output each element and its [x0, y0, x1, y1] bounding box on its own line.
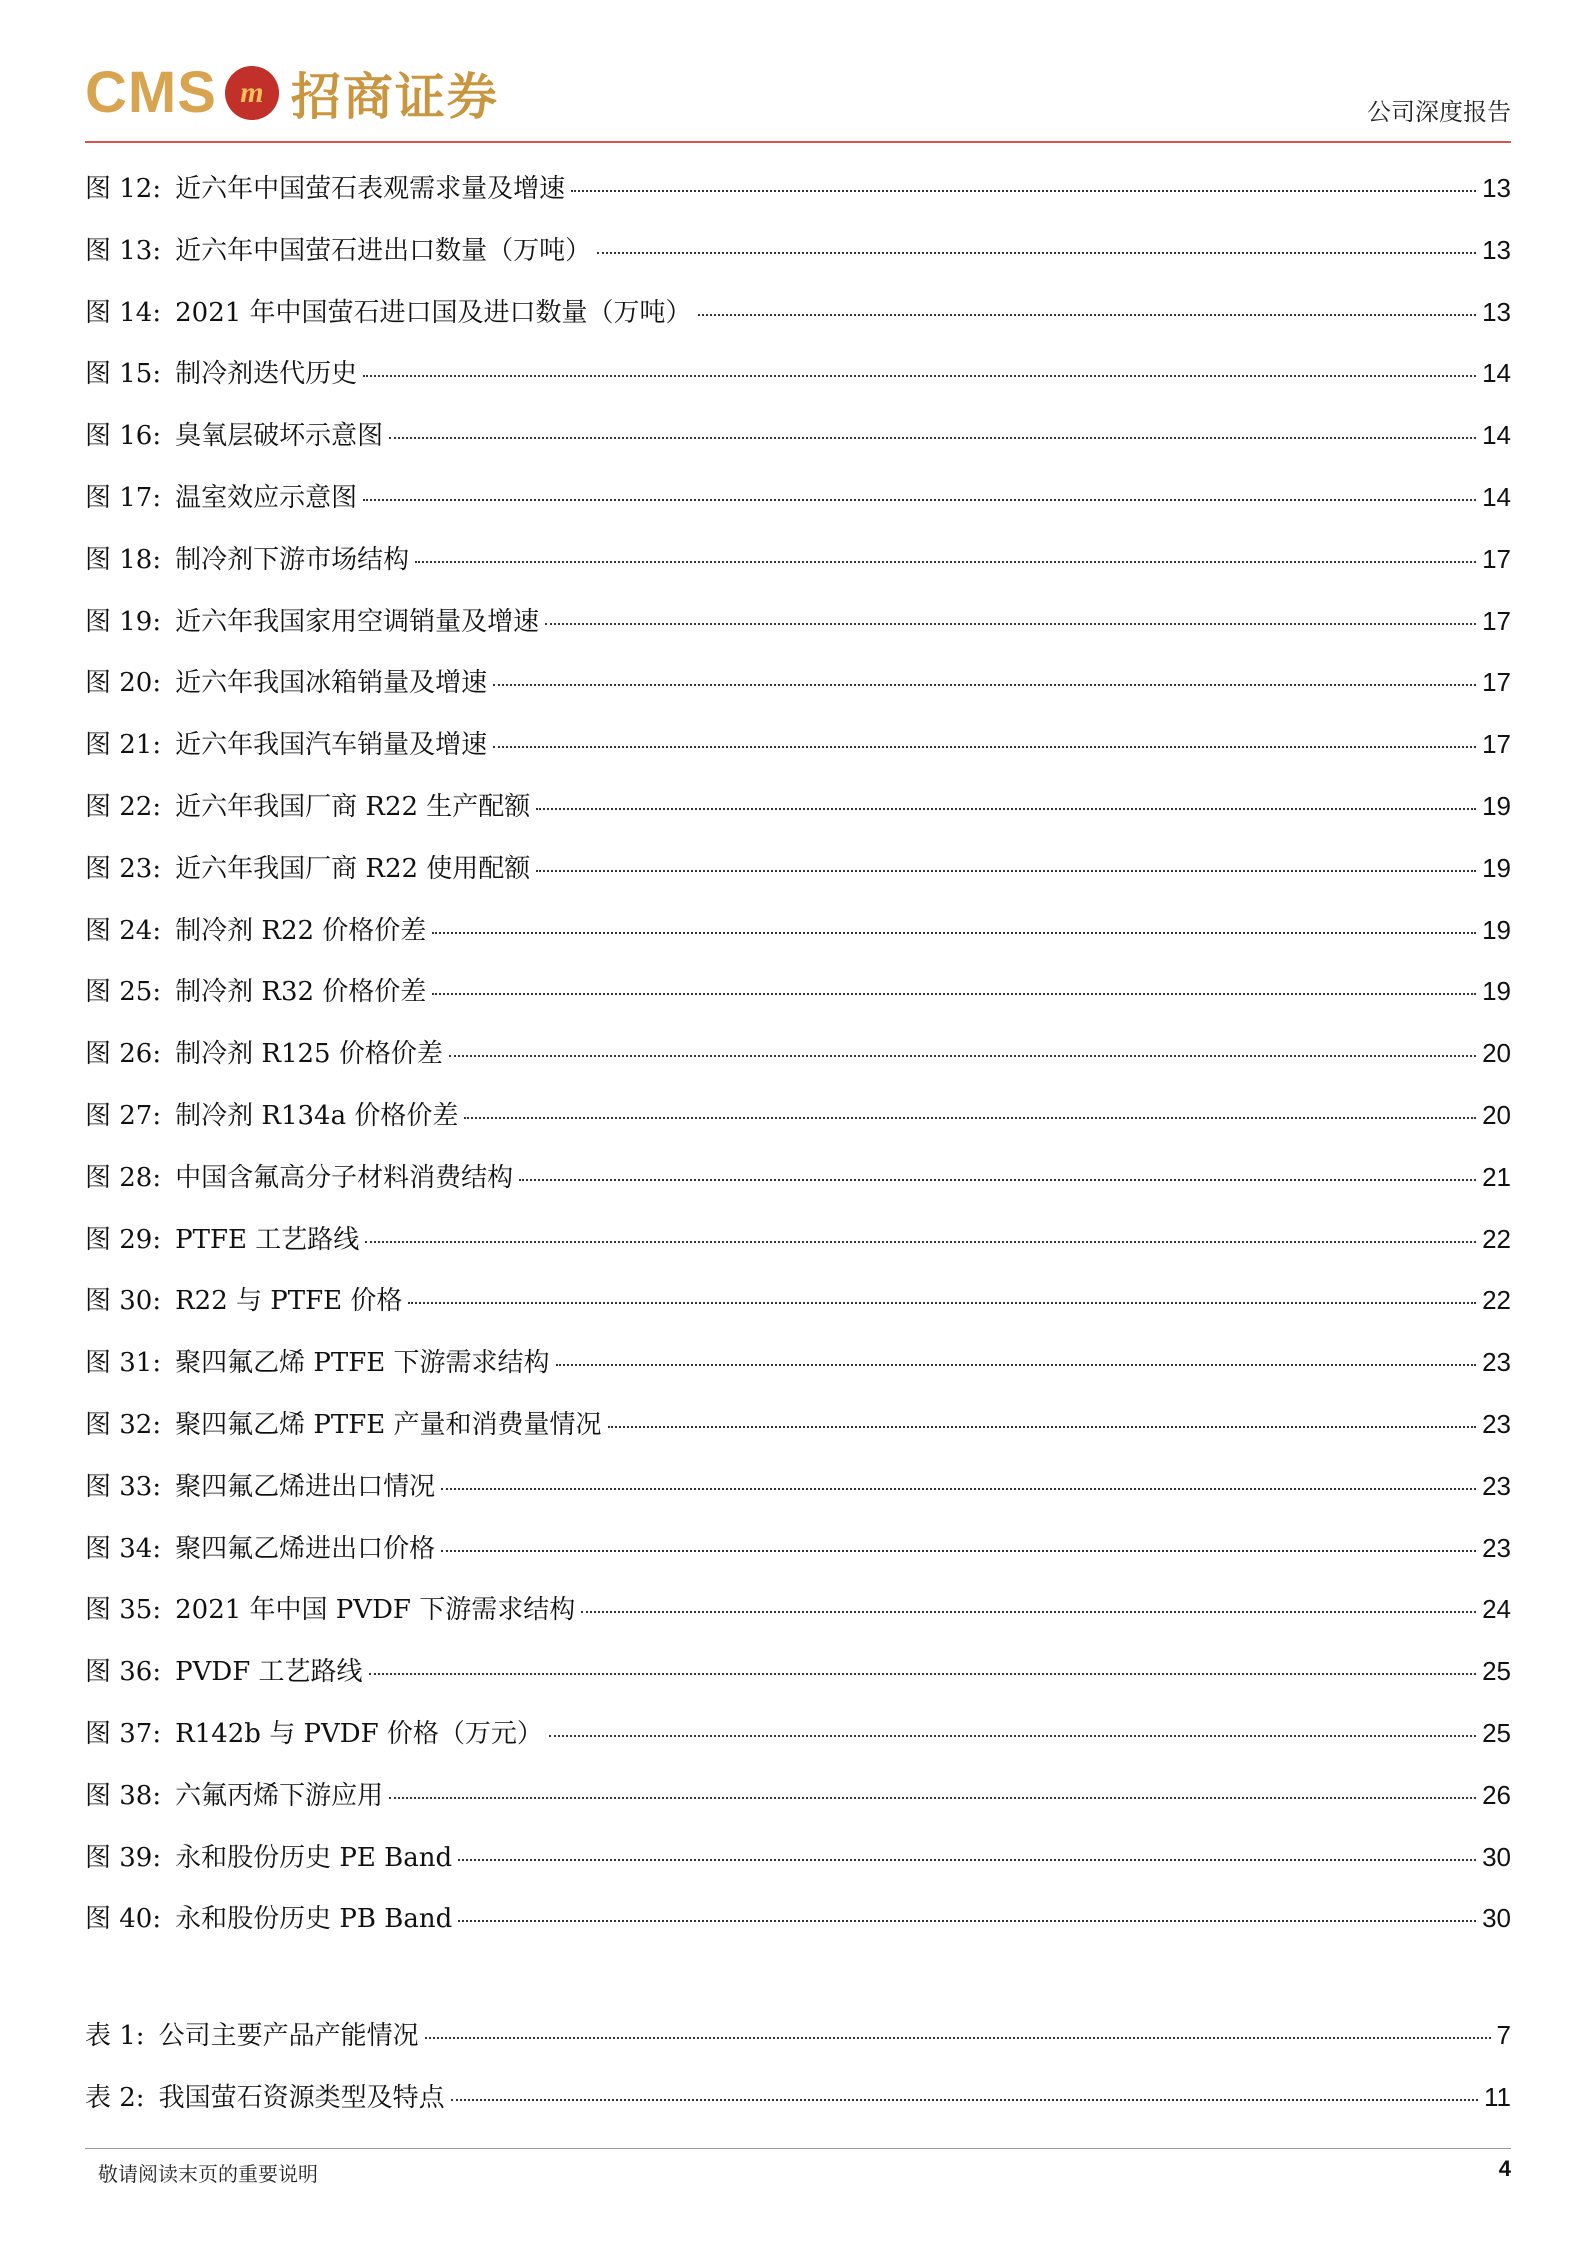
- toc-title: 中国含氟高分子材料消费结构: [175, 1162, 514, 1193]
- toc-entry[interactable]: [85, 415, 1511, 477]
- toc-label: 图 28:: [85, 1162, 162, 1193]
- toc-page-number: 19: [1482, 852, 1511, 883]
- toc-label: 图 36:: [85, 1657, 162, 1688]
- dot-leader: [536, 808, 1476, 810]
- toc-page-number: 23: [1482, 1347, 1511, 1378]
- toc-title: 聚四氟乙烯进出口情况: [175, 1471, 436, 1502]
- toc-title: 制冷剂下游市场结构: [175, 544, 410, 575]
- toc-entry[interactable]: [85, 1651, 1511, 1713]
- toc-page-number: 14: [1482, 358, 1511, 389]
- toc-entry[interactable]: [85, 1466, 1511, 1528]
- toc-label: 图 16:: [85, 421, 162, 452]
- toc-title: 臭氧层破坏示意图: [175, 421, 384, 452]
- dot-leader: [464, 1117, 1476, 1119]
- toc-page-number: 26: [1482, 1779, 1511, 1810]
- toc-page-number: 21: [1482, 1161, 1511, 1192]
- cms-logo: [85, 58, 499, 128]
- logo-cms-text: CMS: [85, 60, 217, 125]
- page-number: 4: [1498, 2156, 1511, 2181]
- toc-page-number: 24: [1482, 1594, 1511, 1625]
- footer-disclaimer: 敬请阅读末页的重要说明: [98, 2162, 318, 2186]
- logo-chinese-text: 招商证券: [290, 68, 499, 126]
- toc-label: 图 17:: [85, 482, 162, 513]
- toc-title: PTFE 工艺路线: [175, 1224, 360, 1255]
- toc-title: 制冷剂 R22 价格价差: [175, 915, 427, 946]
- toc-title: 永和股份历史 PE Band: [175, 1842, 453, 1873]
- dot-leader: [432, 932, 1476, 934]
- table-list: [85, 2015, 1511, 2139]
- toc-entry[interactable]: [85, 2077, 1511, 2139]
- dot-leader: [441, 1550, 1476, 1552]
- toc-title: 近六年中国萤石进出口数量（万吨）: [175, 235, 592, 266]
- toc-page-number: 17: [1482, 729, 1511, 760]
- toc-title: 公司主要产品产能情况: [158, 2021, 419, 2052]
- dot-leader: [536, 870, 1476, 872]
- toc-title: 聚四氟乙烯进出口价格: [175, 1533, 436, 1564]
- toc-entry[interactable]: [85, 786, 1511, 848]
- toc-page-number: 14: [1482, 481, 1511, 512]
- dot-leader: [458, 1859, 1476, 1861]
- toc-label: 图 37:: [85, 1718, 162, 1749]
- dot-leader: [451, 2099, 1478, 2101]
- toc-page-number: 30: [1482, 1841, 1511, 1872]
- toc-entry[interactable]: [85, 168, 1511, 230]
- toc-title: 六氟丙烯下游应用: [175, 1780, 384, 1811]
- toc-page-number: 19: [1482, 914, 1511, 945]
- dot-leader: [597, 252, 1476, 254]
- footer-divider: [85, 2148, 1511, 2149]
- toc-page-number: 17: [1482, 667, 1511, 698]
- toc-entry[interactable]: [85, 1775, 1511, 1837]
- dot-leader: [571, 190, 1476, 192]
- toc-title: 近六年我国冰箱销量及增速: [175, 668, 488, 699]
- toc-title: 近六年中国萤石表观需求量及增速: [175, 174, 566, 204]
- toc-entry[interactable]: [85, 910, 1511, 972]
- toc-title: R142b 与 PVDF 价格（万元）: [175, 1718, 543, 1749]
- toc-label: 图 20:: [85, 668, 162, 699]
- toc-title: PVDF 工艺路线: [175, 1657, 363, 1688]
- toc-page-number: 7: [1496, 2020, 1511, 2051]
- logo-badge-icon: m: [225, 66, 279, 120]
- table-of-contents: [85, 168, 1511, 2139]
- toc-title: 温室效应示意图: [175, 482, 358, 513]
- toc-entry[interactable]: [85, 848, 1511, 910]
- dot-leader: [363, 375, 1476, 377]
- dot-leader: [493, 684, 1476, 686]
- dot-leader: [365, 1241, 1476, 1243]
- dot-leader: [493, 746, 1476, 748]
- dot-leader: [698, 314, 1477, 316]
- toc-label: 图 33:: [85, 1471, 162, 1502]
- toc-label: 图 12:: [85, 174, 162, 204]
- toc-title: 近六年我国家用空调销量及增速: [175, 606, 540, 637]
- toc-entry[interactable]: [85, 2015, 1511, 2077]
- toc-label: 图 27:: [85, 1100, 162, 1131]
- dot-leader: [449, 1055, 1476, 1057]
- toc-entry[interactable]: [85, 292, 1511, 354]
- toc-entry[interactable]: [85, 1528, 1511, 1590]
- toc-label: 图 32:: [85, 1409, 162, 1440]
- dot-leader: [389, 1797, 1476, 1799]
- toc-entry[interactable]: [85, 1033, 1511, 1095]
- dot-leader: [389, 437, 1476, 439]
- toc-label: 图 34:: [85, 1533, 162, 1564]
- toc-page-number: 17: [1482, 605, 1511, 636]
- toc-label: 图 15:: [85, 359, 162, 390]
- dot-leader: [458, 1920, 1476, 1922]
- dot-leader: [581, 1611, 1476, 1613]
- toc-entry[interactable]: [85, 1898, 1511, 1960]
- toc-title: 2021 年中国萤石进口国及进口数量（万吨）: [175, 297, 692, 328]
- toc-entry[interactable]: [85, 230, 1511, 292]
- toc-label: 图 39:: [85, 1842, 162, 1873]
- toc-entry[interactable]: [85, 1837, 1511, 1899]
- toc-title: 聚四氟乙烯 PTFE 下游需求结构: [175, 1348, 550, 1379]
- toc-page-number: 11: [1484, 2081, 1511, 2112]
- toc-page-number: 14: [1482, 420, 1511, 451]
- toc-entry[interactable]: [85, 1280, 1511, 1342]
- dot-leader: [408, 1302, 1476, 1304]
- toc-title: 永和股份历史 PB Band: [175, 1904, 453, 1935]
- toc-page-number: 23: [1482, 1408, 1511, 1439]
- toc-label: 图 14:: [85, 297, 162, 328]
- toc-label: 表 1:: [85, 2021, 145, 2052]
- dot-leader: [432, 993, 1476, 995]
- toc-page-number: 25: [1482, 1717, 1511, 1748]
- toc-page-number: 22: [1482, 1223, 1511, 1254]
- toc-label: 图 31:: [85, 1348, 162, 1379]
- toc-title: 近六年我国厂商 R22 使用配额: [175, 853, 531, 884]
- toc-title: 聚四氟乙烯 PTFE 产量和消费量情况: [175, 1409, 602, 1440]
- dot-leader: [415, 561, 1476, 563]
- toc-entry[interactable]: [85, 1404, 1511, 1466]
- toc-page-number: 22: [1482, 1285, 1511, 1316]
- header-divider: [85, 141, 1511, 143]
- toc-label: 图 35:: [85, 1595, 162, 1626]
- toc-page-number: 13: [1482, 296, 1511, 327]
- toc-page-number: 30: [1482, 1903, 1511, 1934]
- toc-entry[interactable]: [85, 1589, 1511, 1651]
- toc-entry[interactable]: [85, 601, 1511, 663]
- toc-page-number: 25: [1482, 1656, 1511, 1687]
- toc-label: 图 22:: [85, 791, 162, 822]
- toc-entry[interactable]: [85, 353, 1511, 415]
- toc-entry[interactable]: [85, 1095, 1511, 1157]
- toc-title: 我国萤石资源类型及特点: [158, 2082, 445, 2113]
- toc-page-number: 20: [1482, 1099, 1511, 1130]
- toc-title: 制冷剂迭代历史: [175, 359, 358, 390]
- toc-entry[interactable]: [85, 971, 1511, 1033]
- toc-entry[interactable]: [85, 1219, 1511, 1281]
- toc-label: 图 19:: [85, 606, 162, 637]
- dot-leader: [556, 1364, 1477, 1366]
- toc-title: 2021 年中国 PVDF 下游需求结构: [175, 1595, 576, 1626]
- toc-label: 图 23:: [85, 853, 162, 884]
- toc-entry[interactable]: [85, 1342, 1511, 1404]
- dot-leader: [363, 499, 1476, 501]
- dot-leader: [441, 1488, 1476, 1490]
- toc-page-number: 13: [1482, 234, 1511, 265]
- figure-list: [85, 168, 1511, 1960]
- toc-label: 图 30:: [85, 1286, 162, 1317]
- toc-label: 表 2:: [85, 2082, 145, 2113]
- page-header: [85, 58, 1511, 143]
- toc-page-number: 20: [1482, 1038, 1511, 1069]
- dot-leader: [545, 623, 1476, 625]
- toc-page-number: 23: [1482, 1470, 1511, 1501]
- toc-label: 图 29:: [85, 1224, 162, 1255]
- dot-leader: [519, 1179, 1476, 1181]
- toc-entry[interactable]: [85, 1157, 1511, 1219]
- toc-entry[interactable]: [85, 1713, 1511, 1775]
- toc-page-number: 23: [1482, 1532, 1511, 1563]
- dot-leader: [425, 2037, 1491, 2039]
- toc-title: 制冷剂 R134a 价格价差: [175, 1100, 459, 1131]
- toc-entry[interactable]: [85, 539, 1511, 601]
- toc-label: 图 26:: [85, 1039, 162, 1070]
- dot-leader: [549, 1735, 1476, 1737]
- toc-page-number: 19: [1482, 976, 1511, 1007]
- section-gap: [85, 1960, 1511, 2015]
- toc-entry[interactable]: [85, 724, 1511, 786]
- toc-page-number: 19: [1482, 790, 1511, 821]
- toc-title: 制冷剂 R125 价格价差: [175, 1039, 443, 1070]
- toc-entry[interactable]: [85, 477, 1511, 539]
- toc-label: 图 25:: [85, 977, 162, 1008]
- toc-entry[interactable]: [85, 662, 1511, 724]
- report-type: 公司深度报告: [1367, 98, 1511, 126]
- toc-title: 近六年我国厂商 R22 生产配额: [175, 791, 531, 822]
- toc-title: 制冷剂 R32 价格价差: [175, 977, 427, 1008]
- toc-title: 近六年我国汽车销量及增速: [175, 730, 488, 761]
- toc-label: 图 38:: [85, 1780, 162, 1811]
- dot-leader: [369, 1673, 1477, 1675]
- toc-label: 图 24:: [85, 915, 162, 946]
- toc-label: 图 18:: [85, 544, 162, 575]
- toc-label: 图 21:: [85, 730, 162, 761]
- toc-label: 图 40:: [85, 1904, 162, 1935]
- toc-page-number: 13: [1482, 173, 1511, 203]
- dot-leader: [608, 1426, 1477, 1428]
- toc-title: R22 与 PTFE 价格: [175, 1286, 403, 1317]
- toc-label: 图 13:: [85, 235, 162, 266]
- toc-page-number: 17: [1482, 543, 1511, 574]
